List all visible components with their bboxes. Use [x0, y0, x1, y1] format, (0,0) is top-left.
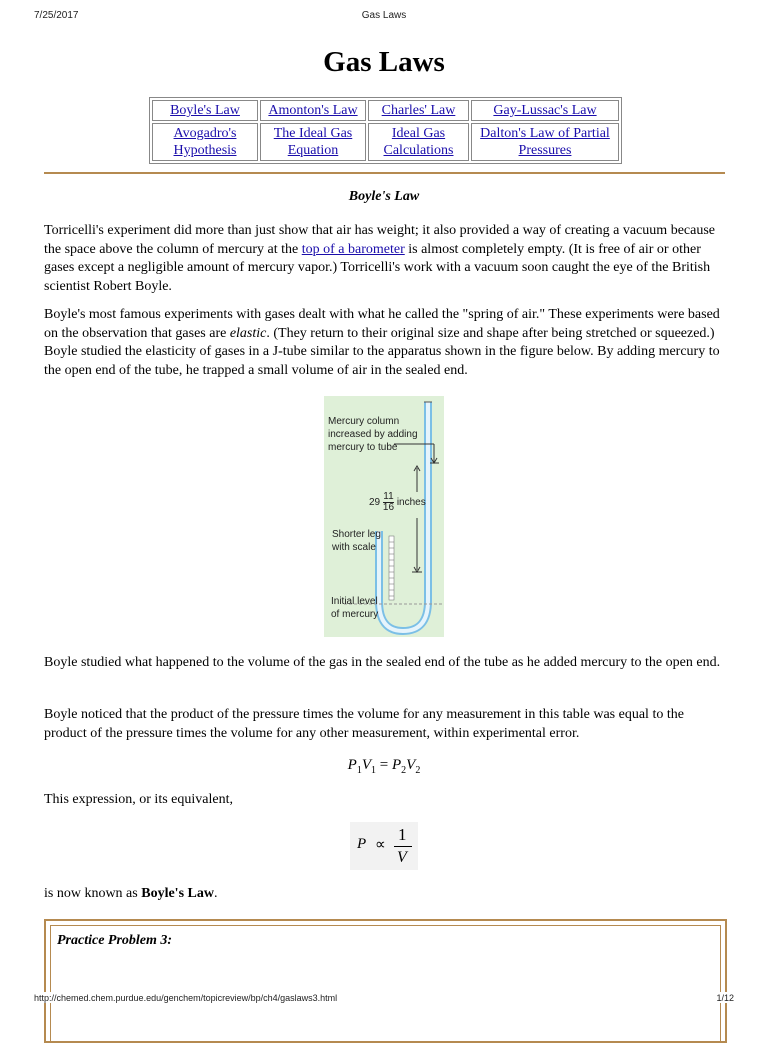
nav-link-ideal-gas-calculations[interactable]: Ideal Gas Calculations	[383, 126, 454, 158]
print-url: http://chemed.chem.purdue.edu/genchem/topicreview/bp/ch4/gaslaws3.html	[34, 993, 338, 1003]
paragraph-spring-of-air: Boyle's most famous experiments with gases dealt with what he called the "spring of air." These experiments were based on the observation that gases are elastic. (They return to their original size and shape after being stretched or squeezed.) Boyle studied the elasticity of gases in a J-tube similar to the apparatus shown in the figure below. By adding mercury to the open end of the tube, he trapped a small volume of air in the sealed end.	[44, 307, 720, 378]
print-title: Gas Laws	[361, 10, 407, 21]
section-heading: Boyle's Law	[348, 189, 420, 204]
figure-label-shorter-leg: Shorter leg with scale	[332, 529, 381, 553]
top-of-barometer-link[interactable]: top of a barometer	[301, 241, 405, 257]
print-date: 7/25/2017	[34, 10, 79, 21]
nav-link-charles-law[interactable]: Charles' Law	[381, 103, 456, 118]
nav-link-gay-lussacs-law[interactable]: Gay-Lussac's Law	[493, 103, 597, 118]
paragraph-product: Boyle noticed that the product of the pressure times the volume for any measurement in this table was equal to the product of the pressure times the volume for any other measurement, within experimental error.	[44, 707, 684, 741]
nav-link-amontons-law[interactable]: Amonton's Law	[268, 103, 358, 118]
section-divider	[44, 172, 725, 174]
print-page-number: 1/12	[716, 993, 734, 1003]
print-footer	[34, 992, 734, 1003]
figure-label-mercury-column: Mercury column increased by adding mercury to tube	[328, 416, 418, 453]
paragraph-expression: This expression, or its equivalent,	[44, 792, 233, 807]
paragraph-known-as: is now known as Boyle's Law.	[44, 886, 218, 901]
figure-label-height: 29 $\frac{11}{16}$ inches	[369, 491, 426, 513]
practice-problem-title: Practice Problem 3:	[57, 933, 173, 948]
j-tube-figure	[324, 396, 444, 637]
paragraph-volume: Boyle studied what happened to the volume of the gas in the sealed end of the tube as he added mercury to the open end.	[44, 655, 721, 670]
topic-nav-table	[149, 97, 622, 164]
nav-link-avogadros-hypothesis[interactable]: Avogadro's Hypothesis	[173, 126, 237, 158]
nav-link-daltons-law[interactable]: Dalton's Law of Partial Pressures	[480, 126, 610, 158]
nav-link-boyles-law[interactable]: Boyle's Law	[170, 103, 240, 118]
page-title: Gas Laws	[323, 46, 445, 78]
boyles-law-equation: $P_1V_1 = P_2V_2$	[347, 757, 421, 776]
paragraph-torricelli: Torricelli's experiment did more than just show that air has weight; it also provided a way of creating a vacuum because the space above the column of mercury at the top of a barometer is almost completely empty. (It is free of air or other gases except a negligible amount of mercury vapor.) Torricelli's work with a vacuum soon caught the eye of the British scientist Robert Boyle.	[44, 223, 716, 294]
figure-label-initial-level: Initial level of mercury	[331, 596, 379, 620]
practice-problem-box	[44, 919, 727, 1043]
nav-link-ideal-gas-equation[interactable]: The Ideal Gas Equation	[273, 126, 353, 158]
proportionality-equation: P ∝ 1 V	[350, 822, 418, 870]
